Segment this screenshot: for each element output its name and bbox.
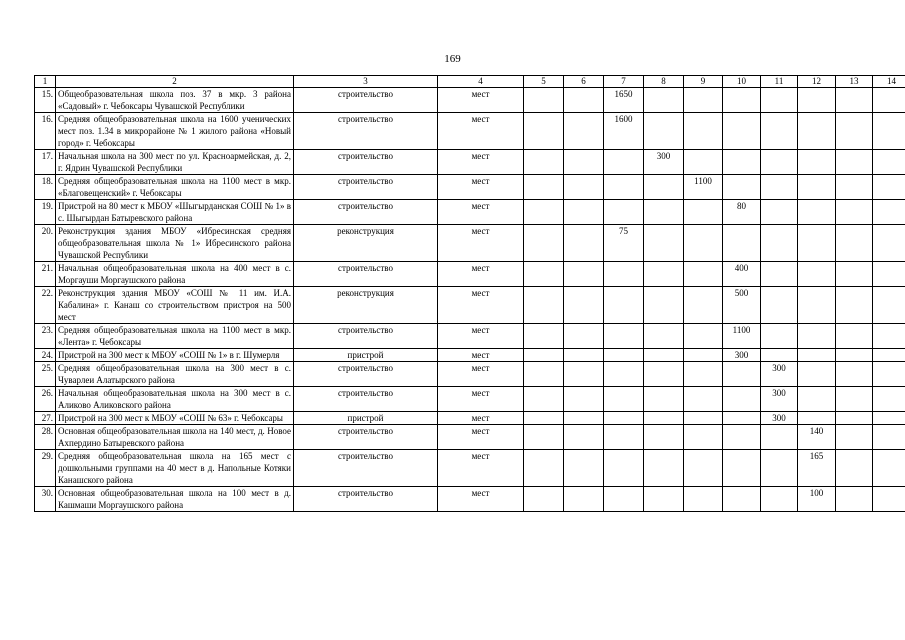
capacity-value-cell <box>604 487 644 512</box>
work-type-cell: пристрой <box>294 412 438 425</box>
row-number-cell: 19. <box>35 200 56 225</box>
capacity-value-cell <box>761 349 798 362</box>
capacity-value-cell <box>604 175 644 200</box>
table-row <box>35 113 905 150</box>
capacity-value-cell <box>604 425 644 450</box>
capacity-value-cell <box>836 324 873 349</box>
capacity-value-cell <box>644 113 684 150</box>
capacity-value-cell <box>761 425 798 450</box>
capacity-value-cell <box>564 200 604 225</box>
capacity-value-cell <box>873 175 905 200</box>
unit-cell: мест <box>438 425 524 450</box>
capacity-value-cell <box>798 349 836 362</box>
unit-cell: мест <box>438 150 524 175</box>
capacity-value-cell <box>873 349 905 362</box>
capacity-value-cell <box>684 200 723 225</box>
capacity-value-cell <box>873 113 905 150</box>
work-type-cell: строительство <box>294 150 438 175</box>
row-number-cell: 17. <box>35 150 56 175</box>
object-name-cell: Основная общеобразовательная школа на 100 мест в д. Кашмаши Моргаушского района <box>56 487 294 512</box>
capacity-value-cell <box>798 324 836 349</box>
capacity-value-cell <box>604 412 644 425</box>
table-row <box>35 387 905 412</box>
capacity-value-cell <box>684 113 723 150</box>
row-number-cell: 29. <box>35 450 56 487</box>
unit-cell: мест <box>438 262 524 287</box>
capacity-value-cell <box>836 349 873 362</box>
capacity-value-cell <box>524 425 564 450</box>
work-type-cell: строительство <box>294 362 438 387</box>
column-number-cell: 1 <box>35 76 56 88</box>
capacity-value-cell <box>761 88 798 113</box>
object-name-cell: Средняя общеобразовательная школа на 300 мест в с. Чуварлеи Алатырского района <box>56 362 294 387</box>
capacity-value-cell <box>564 225 604 262</box>
unit-cell: мест <box>438 287 524 324</box>
work-type-cell: строительство <box>294 200 438 225</box>
row-number-cell: 16. <box>35 113 56 150</box>
capacity-value-cell <box>836 450 873 487</box>
column-number-cell: 6 <box>564 76 604 88</box>
capacity-value-cell <box>836 113 873 150</box>
capacity-value-cell: 80 <box>723 200 761 225</box>
capacity-value-cell <box>761 113 798 150</box>
row-number-cell: 23. <box>35 324 56 349</box>
capacity-value-cell: 300 <box>761 387 798 412</box>
object-name-cell: Средняя общеобразовательная школа на 1100 мест в мкр. «Лента» г. Чебоксары <box>56 324 294 349</box>
capacity-value-cell <box>761 225 798 262</box>
capacity-value-cell <box>684 362 723 387</box>
capacity-value-cell <box>761 450 798 487</box>
capacity-value-cell <box>564 349 604 362</box>
capacity-value-cell: 140 <box>798 425 836 450</box>
capacity-value-cell <box>524 362 564 387</box>
capacity-value-cell <box>604 324 644 349</box>
table-row <box>35 425 905 450</box>
capacity-value-cell <box>873 200 905 225</box>
capacity-value-cell <box>873 324 905 349</box>
column-number-cell: 9 <box>684 76 723 88</box>
object-name-cell: Средняя общеобразовательная школа на 1100 мест в мкр. «Благовещенский» г. Чебоксары <box>56 175 294 200</box>
capacity-value-cell <box>684 349 723 362</box>
capacity-value-cell <box>564 387 604 412</box>
capacity-value-cell <box>644 225 684 262</box>
row-number-cell: 22. <box>35 287 56 324</box>
capacity-value-cell <box>564 287 604 324</box>
capacity-value-cell <box>836 412 873 425</box>
capacity-value-cell <box>564 88 604 113</box>
capacity-value-cell <box>684 412 723 425</box>
table-row <box>35 450 905 487</box>
capacity-value-cell <box>564 175 604 200</box>
row-number-cell: 18. <box>35 175 56 200</box>
object-name-cell: Общеобразовательная школа поз. 37 в мкр. 3 района «Садовый» г. Чебоксары Чувашской Республики <box>56 88 294 113</box>
row-number-cell: 21. <box>35 262 56 287</box>
column-number-cell: 10 <box>723 76 761 88</box>
capacity-value-cell <box>798 88 836 113</box>
object-name-cell: Начальная общеобразовательная школа на 400 мест в с. Моргауши Моргаушского района <box>56 262 294 287</box>
capacity-value-cell <box>761 287 798 324</box>
table-row <box>35 487 905 512</box>
capacity-value-cell: 300 <box>761 362 798 387</box>
capacity-value-cell <box>644 362 684 387</box>
table-body <box>35 76 905 512</box>
capacity-value-cell <box>644 387 684 412</box>
capacity-value-cell <box>564 324 604 349</box>
work-type-cell: строительство <box>294 450 438 487</box>
capacity-value-cell: 1650 <box>604 88 644 113</box>
row-number-cell: 30. <box>35 487 56 512</box>
capacity-value-cell <box>524 324 564 349</box>
capacity-value-cell <box>798 225 836 262</box>
capacity-value-cell <box>564 487 604 512</box>
table-row <box>35 324 905 349</box>
capacity-value-cell <box>604 362 644 387</box>
table-row <box>35 88 905 113</box>
table-row <box>35 225 905 262</box>
unit-cell: мест <box>438 362 524 387</box>
capacity-value-cell <box>644 287 684 324</box>
work-type-cell: строительство <box>294 175 438 200</box>
capacity-value-cell <box>524 450 564 487</box>
work-type-cell: строительство <box>294 113 438 150</box>
capacity-value-cell <box>644 175 684 200</box>
capacity-value-cell <box>684 287 723 324</box>
capacity-value-cell <box>524 412 564 425</box>
unit-cell: мест <box>438 200 524 225</box>
capacity-value-cell <box>723 88 761 113</box>
object-name-cell: Начальная общеобразовательная школа на 300 мест в с. Аликово Аликовского района <box>56 387 294 412</box>
capacity-value-cell <box>644 412 684 425</box>
column-number-cell: 4 <box>438 76 524 88</box>
capacity-value-cell <box>524 487 564 512</box>
column-number-cell: 7 <box>604 76 644 88</box>
capacity-value-cell <box>798 362 836 387</box>
capacity-value-cell <box>604 349 644 362</box>
capacity-value-cell <box>761 324 798 349</box>
unit-cell: мест <box>438 349 524 362</box>
capacity-value-cell: 1100 <box>684 175 723 200</box>
capacity-value-cell: 1100 <box>723 324 761 349</box>
object-name-cell: Основная общеобразовательная школа на 140 мест, д. Новое Ахпердино Батыревского района <box>56 425 294 450</box>
capacity-value-cell <box>644 262 684 287</box>
capacity-value-cell <box>873 362 905 387</box>
capacity-value-cell <box>684 425 723 450</box>
capacity-value-cell <box>524 262 564 287</box>
work-type-cell: строительство <box>294 425 438 450</box>
capacity-value-cell <box>836 287 873 324</box>
column-number-cell: 12 <box>798 76 836 88</box>
table-row <box>35 262 905 287</box>
work-type-cell: строительство <box>294 324 438 349</box>
capacity-value-cell <box>836 362 873 387</box>
capacity-value-cell <box>723 362 761 387</box>
capacity-value-cell <box>723 175 761 200</box>
capacity-value-cell: 400 <box>723 262 761 287</box>
capacity-value-cell <box>564 425 604 450</box>
work-type-cell: строительство <box>294 88 438 113</box>
column-number-cell: 14 <box>873 76 905 88</box>
work-type-cell: строительство <box>294 387 438 412</box>
capacity-value-cell <box>761 262 798 287</box>
capacity-value-cell <box>644 324 684 349</box>
capacity-value-cell <box>524 287 564 324</box>
capacity-value-cell <box>684 150 723 175</box>
table-row <box>35 412 905 425</box>
capacity-value-cell <box>798 113 836 150</box>
capacity-value-cell <box>723 225 761 262</box>
capacity-value-cell <box>604 387 644 412</box>
capacity-value-cell <box>524 200 564 225</box>
unit-cell: мест <box>438 412 524 425</box>
capacity-value-cell <box>644 349 684 362</box>
object-name-cell: Средняя общеобразовательная школа на 1600 ученических мест поз. 1.34 в микрорайоне № 1 жилого района «Новый город» г. Чебоксары <box>56 113 294 150</box>
capacity-value-cell <box>644 487 684 512</box>
capacity-value-cell: 100 <box>798 487 836 512</box>
table-row <box>35 175 905 200</box>
table-row <box>35 362 905 387</box>
capacity-value-cell <box>836 262 873 287</box>
capacity-value-cell <box>604 287 644 324</box>
capacity-value-cell <box>564 150 604 175</box>
capacity-value-cell <box>684 262 723 287</box>
capacity-value-cell: 1600 <box>604 113 644 150</box>
capacity-value-cell <box>836 425 873 450</box>
capacity-value-cell <box>761 200 798 225</box>
capacity-value-cell <box>644 425 684 450</box>
unit-cell: мест <box>438 225 524 262</box>
capacity-value-cell <box>524 88 564 113</box>
table-row <box>35 200 905 225</box>
capacity-value-cell <box>684 450 723 487</box>
capacity-value-cell <box>524 113 564 150</box>
capacity-value-cell <box>723 425 761 450</box>
capacity-value-cell: 75 <box>604 225 644 262</box>
capacity-value-cell <box>684 487 723 512</box>
object-name-cell: Реконструкция здания МБОУ «СОШ № 11 им. И.А. Кабалина» г. Канаш со строительством пристроя на 500 мест <box>56 287 294 324</box>
row-number-cell: 25. <box>35 362 56 387</box>
object-name-cell: Средняя общеобразовательная школа на 165 мест с дошкольными группами на 40 мест в д. Напольные Котяки Канашского района <box>56 450 294 487</box>
capacity-value-cell <box>723 113 761 150</box>
capacity-value-cell <box>723 450 761 487</box>
unit-cell: мест <box>438 324 524 349</box>
capacity-value-cell <box>644 450 684 487</box>
work-type-cell: строительство <box>294 487 438 512</box>
capacity-value-cell <box>524 175 564 200</box>
capacity-value-cell <box>798 412 836 425</box>
school-construction-table <box>34 75 905 512</box>
column-number-row <box>35 76 905 88</box>
capacity-value-cell <box>604 150 644 175</box>
object-name-cell: Пристрой на 80 мест к МБОУ «Шыгырданская СОШ № 1» в с. Шыгырдан Батыревского района <box>56 200 294 225</box>
capacity-value-cell <box>873 287 905 324</box>
object-name-cell: Начальная школа на 300 мест по ул. Красноармейская, д. 2, г. Ядрин Чувашской Республики <box>56 150 294 175</box>
capacity-value-cell <box>644 88 684 113</box>
unit-cell: мест <box>438 175 524 200</box>
capacity-value-cell <box>836 387 873 412</box>
row-number-cell: 28. <box>35 425 56 450</box>
capacity-value-cell <box>684 88 723 113</box>
capacity-value-cell <box>684 225 723 262</box>
table-row <box>35 150 905 175</box>
capacity-value-cell <box>873 387 905 412</box>
row-number-cell: 15. <box>35 88 56 113</box>
capacity-value-cell <box>524 387 564 412</box>
capacity-value-cell <box>723 412 761 425</box>
capacity-value-cell <box>873 487 905 512</box>
work-type-cell: пристрой <box>294 349 438 362</box>
unit-cell: мест <box>438 88 524 113</box>
table-row <box>35 349 905 362</box>
capacity-value-cell: 165 <box>798 450 836 487</box>
column-number-cell: 13 <box>836 76 873 88</box>
capacity-value-cell <box>836 175 873 200</box>
capacity-value-cell <box>873 225 905 262</box>
capacity-value-cell <box>873 412 905 425</box>
row-number-cell: 27. <box>35 412 56 425</box>
capacity-value-cell <box>836 487 873 512</box>
capacity-value-cell <box>836 225 873 262</box>
capacity-value-cell <box>761 175 798 200</box>
capacity-value-cell: 300 <box>723 349 761 362</box>
capacity-value-cell <box>873 150 905 175</box>
capacity-value-cell <box>564 113 604 150</box>
object-name-cell: Реконструкция здания МБОУ «Ибресинская средняя общеобразовательная школа № 1» Ибресинского района Чувашской Республики <box>56 225 294 262</box>
column-number-cell: 5 <box>524 76 564 88</box>
object-name-cell: Пристрой на 300 мест к МБОУ «СОШ № 1» в г. Шумерля <box>56 349 294 362</box>
row-number-cell: 24. <box>35 349 56 362</box>
capacity-value-cell <box>604 200 644 225</box>
column-number-cell: 8 <box>644 76 684 88</box>
capacity-value-cell <box>684 387 723 412</box>
object-name-cell: Пристрой на 300 мест к МБОУ «СОШ № 63» г. Чебоксары <box>56 412 294 425</box>
capacity-value-cell <box>873 425 905 450</box>
capacity-value-cell <box>798 287 836 324</box>
capacity-value-cell: 300 <box>644 150 684 175</box>
work-type-cell: реконструкция <box>294 287 438 324</box>
capacity-value-cell <box>723 150 761 175</box>
capacity-value-cell <box>836 150 873 175</box>
table-row <box>35 287 905 324</box>
row-number-cell: 20. <box>35 225 56 262</box>
capacity-value-cell <box>798 150 836 175</box>
column-number-cell: 2 <box>56 76 294 88</box>
row-number-cell: 26. <box>35 387 56 412</box>
capacity-value-cell <box>524 349 564 362</box>
capacity-value-cell <box>761 150 798 175</box>
capacity-value-cell <box>564 412 604 425</box>
capacity-value-cell <box>524 150 564 175</box>
capacity-value-cell <box>524 225 564 262</box>
capacity-value-cell <box>873 88 905 113</box>
capacity-value-cell <box>798 262 836 287</box>
column-number-cell: 11 <box>761 76 798 88</box>
capacity-value-cell <box>604 262 644 287</box>
unit-cell: мест <box>438 113 524 150</box>
work-type-cell: реконструкция <box>294 225 438 262</box>
unit-cell: мест <box>438 387 524 412</box>
unit-cell: мест <box>438 450 524 487</box>
capacity-value-cell <box>604 450 644 487</box>
capacity-value-cell: 500 <box>723 287 761 324</box>
capacity-value-cell <box>564 362 604 387</box>
capacity-value-cell <box>873 450 905 487</box>
capacity-value-cell <box>873 262 905 287</box>
unit-cell: мест <box>438 487 524 512</box>
page-number: 169 <box>444 53 461 65</box>
capacity-value-cell <box>798 175 836 200</box>
capacity-value-cell <box>564 262 604 287</box>
capacity-value-cell <box>798 387 836 412</box>
capacity-value-cell <box>723 487 761 512</box>
capacity-value-cell <box>723 387 761 412</box>
capacity-value-cell <box>684 324 723 349</box>
capacity-value-cell <box>798 200 836 225</box>
capacity-value-cell <box>761 487 798 512</box>
capacity-value-cell <box>836 88 873 113</box>
capacity-value-cell <box>836 200 873 225</box>
capacity-value-cell <box>644 200 684 225</box>
capacity-value-cell: 300 <box>761 412 798 425</box>
work-type-cell: строительство <box>294 262 438 287</box>
column-number-cell: 3 <box>294 76 438 88</box>
capacity-value-cell <box>564 450 604 487</box>
